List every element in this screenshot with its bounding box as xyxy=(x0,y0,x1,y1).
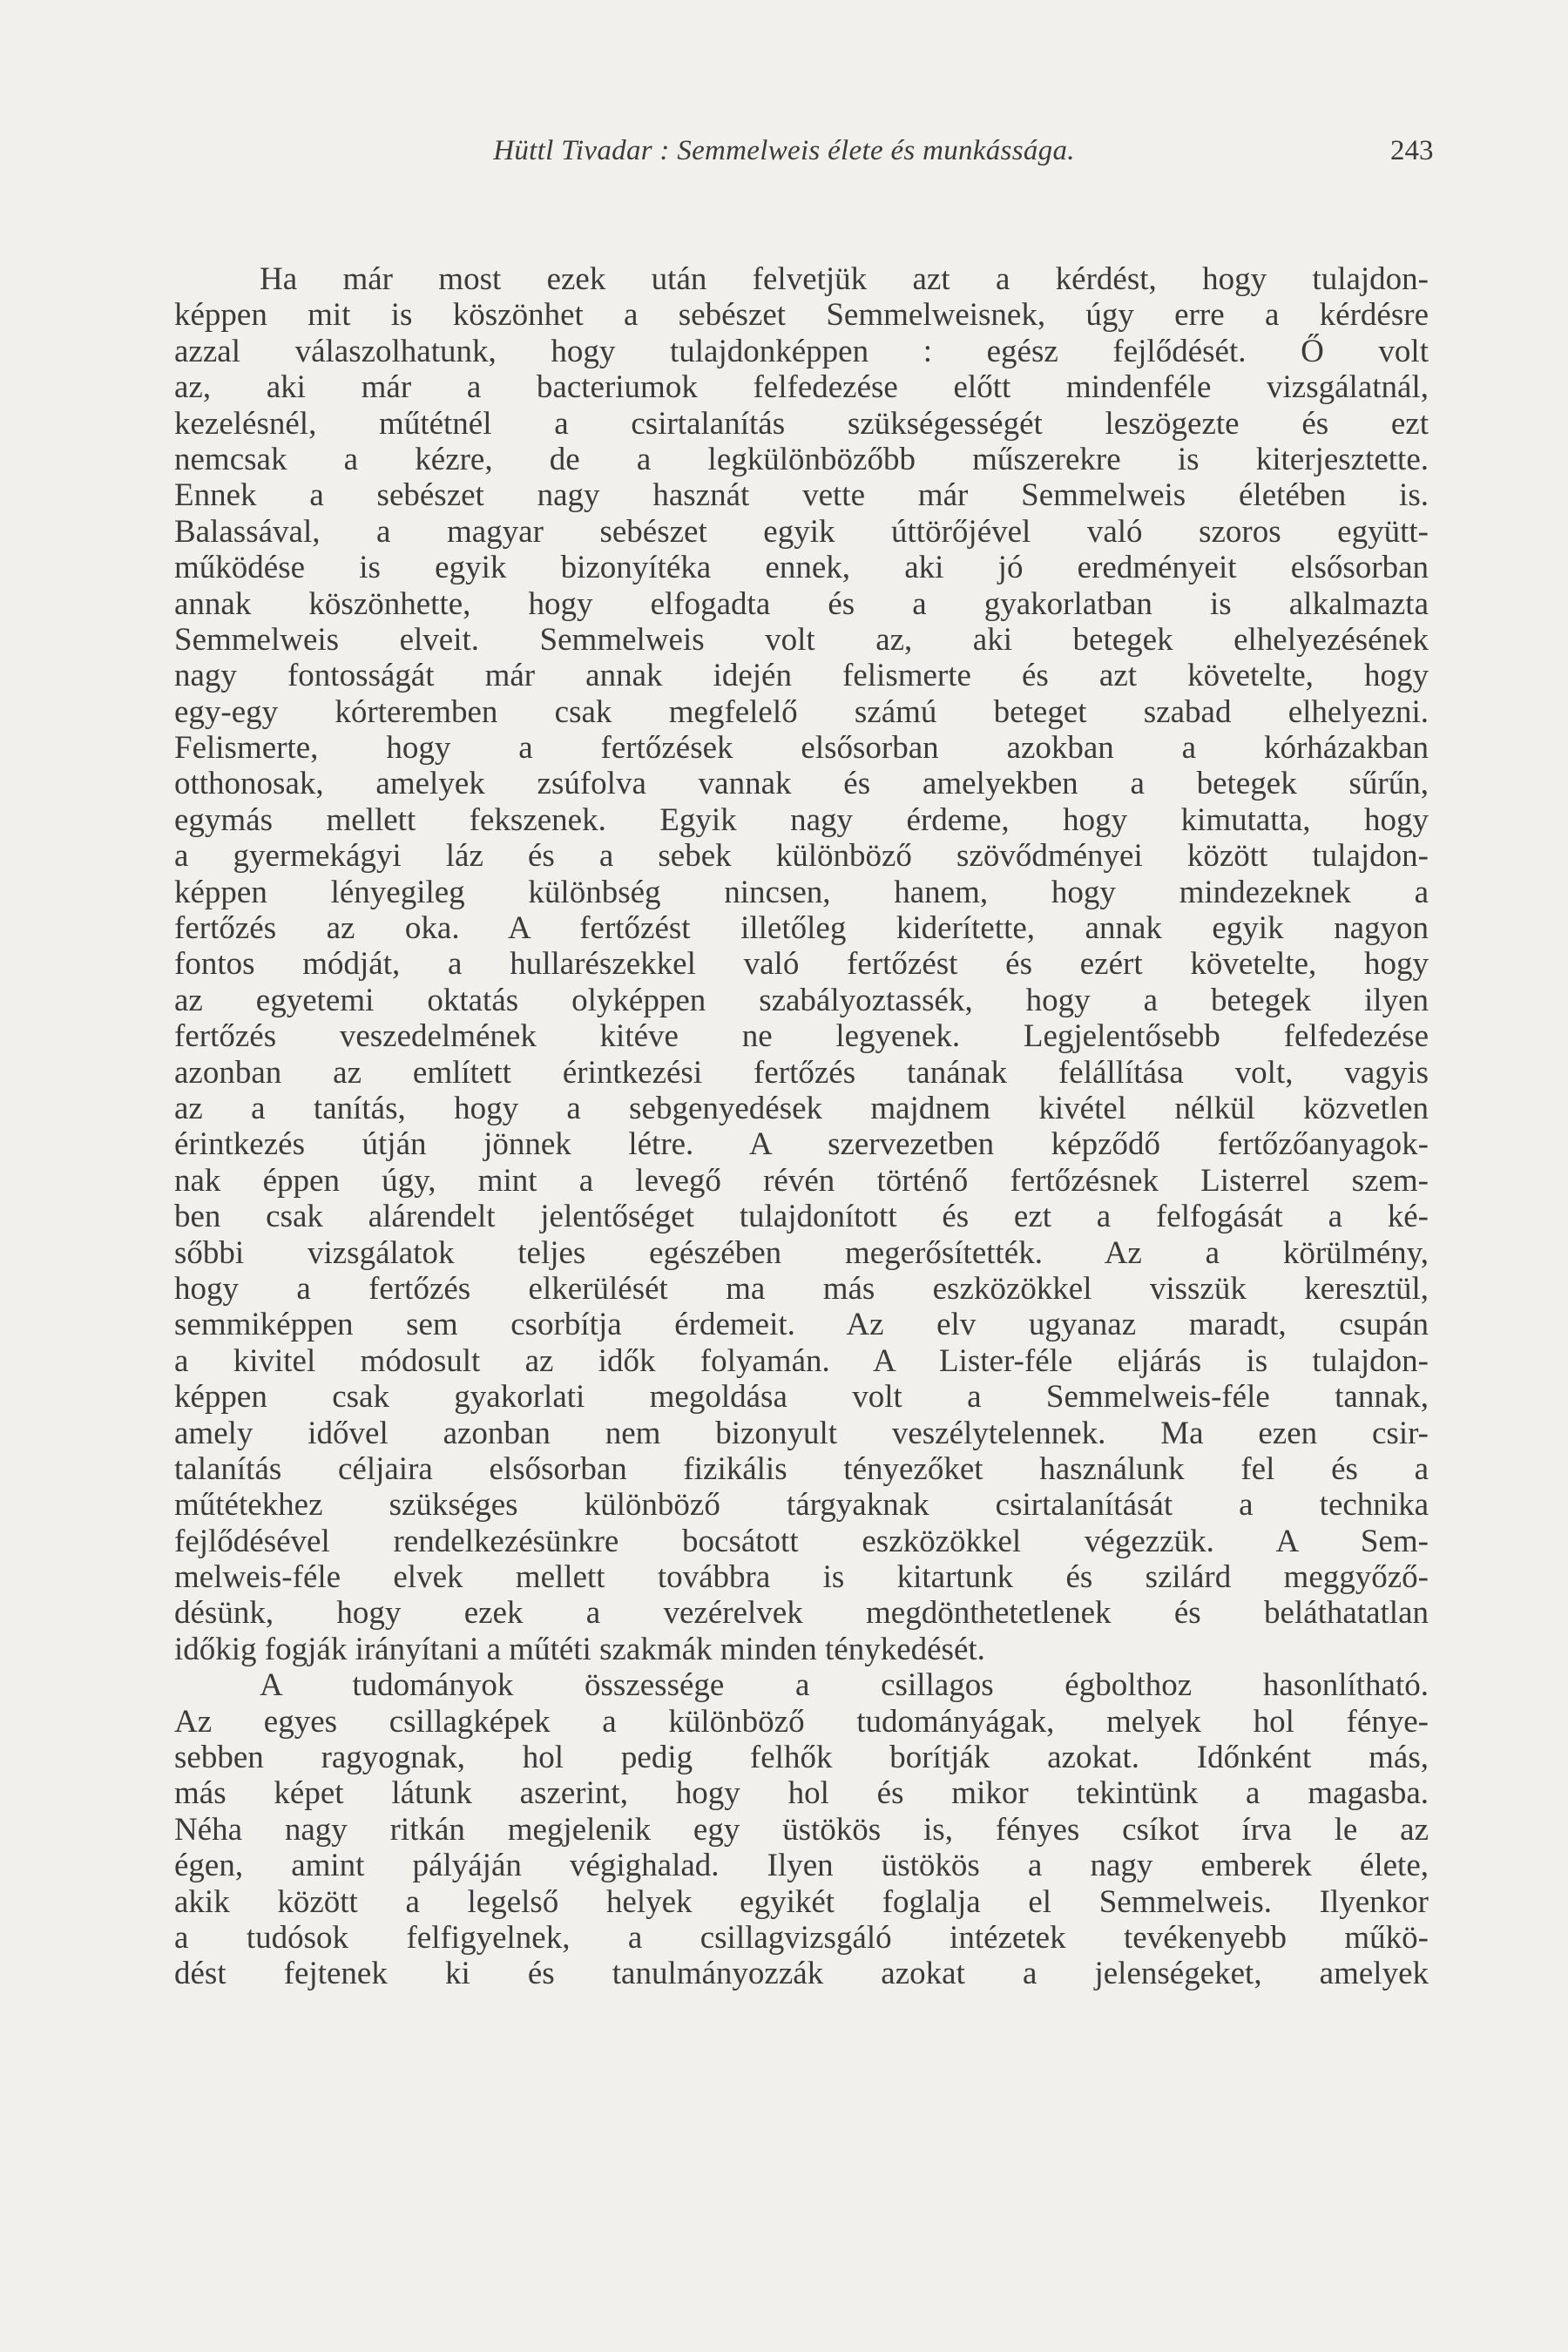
text-line: egymás mellett fekszenek. Egyik nagy érdeme, hogy kimutatta, hogy xyxy=(174,801,1429,838)
text-line: képpen csak gyakorlati megoldása volt a Semmelweis-féle tannak, xyxy=(174,1379,1429,1416)
text-line: nak éppen úgy, mint a levegő révén történő fertőzésnek Listerrel szem- xyxy=(174,1162,1429,1199)
text-line: Felismerte, hogy a fertőzések elsősorban azokban a kórházakban xyxy=(174,730,1429,767)
text-line: talanítás céljaira elsősorban fizikális tényezőket használunk fel és a xyxy=(174,1450,1429,1487)
text-line: sebben ragyognak, hol pedig felhők borítják azokat. Időnként más, xyxy=(174,1740,1429,1776)
running-title: Hüttl Tivadar : Semmelweis élete és munkássága. xyxy=(493,135,1075,166)
text-line: működése is egyik bizonyítéka ennek, aki jó eredményeit elsősorban xyxy=(174,550,1429,586)
text-line: fontos módját, a hullarészekkel való fertőzést és ezért követelte, hogy xyxy=(174,946,1429,983)
text-line: az egyetemi oktatás olyképpen szabályoztassék, hogy a betegek ilyen xyxy=(174,982,1429,1018)
text-line: műtétekhez szükséges különböző tárgyaknak csirtalanítását a technika xyxy=(174,1487,1429,1524)
text-line: képpen mit is köszönhet a sebészet Semmelweisnek, úgy erre a kérdésre xyxy=(174,297,1429,334)
text-line: a gyermekágyi láz és a sebek különböző szövődményei között tulajdon- xyxy=(174,838,1429,875)
text-line: azzal válaszolhatunk, hogy tulajdonképpen : egész fejlődését. Ő volt xyxy=(174,333,1429,369)
text-line: Az egyes csillagképek a különböző tudományágak, melyek hol fénye- xyxy=(174,1703,1429,1740)
text-line: Semmelweis elveit. Semmelweis volt az, aki betegek elhelyezésének xyxy=(174,621,1429,658)
text-line: hogy a fertőzés elkerülését ma más eszközökkel visszük keresztül, xyxy=(174,1270,1429,1307)
text-line: kezelésnél, műtétnél a csirtalanítás szükségességét leszögezte és ezt xyxy=(174,405,1429,442)
text-line: azonban az említett érintkezési fertőzés tanának felállítása volt, vagyis xyxy=(174,1054,1429,1091)
text-line: az, aki már a bacteriumok felfedezése előtt mindenféle vizsgálatnál, xyxy=(174,369,1429,406)
text-line: a tudósok felfigyelnek, a csillagvizsgáló intézetek tevékenyebb műkö- xyxy=(174,1919,1429,1956)
text-line: A tudományok összessége a csillagos égbolthoz hasonlítható. xyxy=(260,1667,1429,1704)
text-line: nemcsak a kézre, de a legkülönbözőbb műszerekre is kiterjesztette. xyxy=(174,441,1429,477)
text-line: fertőzés az oka. A fertőzést illetőleg kiderítette, annak egyik nagyon xyxy=(174,910,1429,947)
text-line: egy-egy kórteremben csak megfelelő számú beteget szabad elhelyezni. xyxy=(174,693,1429,730)
text-line: annak köszönhette, hogy elfogadta és a gyakorlatban is alkalmazta xyxy=(174,585,1429,622)
text-line: dést fejtenek ki és tanulmányozzák azokat a jelenségeket, amelyek xyxy=(174,1956,1429,1992)
text-line: az a tanítás, hogy a sebgenyedések majdnem kivétel nélkül közvetlen xyxy=(174,1090,1429,1126)
text-line: fertőzés veszedelmének kitéve ne legyenek. Legjelentősebb felfedezése xyxy=(174,1018,1429,1055)
text-line: akik között a legelső helyek egyikét foglalja el Semmelweis. Ilyenkor xyxy=(174,1883,1429,1920)
text-line: Néha nagy ritkán megjelenik egy üstökös is, fényes csíkot írva le az xyxy=(174,1811,1429,1848)
text-line: a kivitel módosult az idők folyamán. A Lister-féle eljárás is tulajdon- xyxy=(174,1342,1429,1379)
text-line: Ha már most ezek után felvetjük azt a kérdést, hogy tulajdon- xyxy=(260,261,1429,297)
text-line: semmiképpen sem csorbítja érdemeit. Az elv ugyanaz maradt, csupán xyxy=(174,1307,1429,1343)
text-line: égen, amint pályáján végighalad. Ilyen üstökös a nagy emberek élete, xyxy=(174,1848,1429,1884)
text-line: désünk, hogy ezek a vezérelvek megdönthetetlenek és beláthatatlan xyxy=(174,1595,1429,1632)
page-number: 243 xyxy=(1390,135,1434,166)
text-line: melweis-féle elvek mellett továbbra is kitartunk és szilárd meggyőző- xyxy=(174,1559,1429,1596)
text-line: sőbbi vizsgálatok teljes egészében megerősítették. Az a körülmény, xyxy=(174,1234,1429,1271)
running-head xyxy=(0,129,1568,172)
text-line: otthonosak, amelyek zsúfolva vannak és amelyekben a betegek sűrűn, xyxy=(174,766,1429,802)
text-line: amely idővel azonban nem bizonyult veszélytelennek. Ma ezen csir- xyxy=(174,1415,1429,1451)
text-line: képpen lényegileg különbség nincsen, hanem, hogy mindezeknek a xyxy=(174,874,1429,910)
text-line: Balassával, a magyar sebészet egyik úttörőjével való szoros együtt- xyxy=(174,513,1429,550)
text-line: érintkezés útján jönnek létre. A szervezetben képződő fertőzőanyagok- xyxy=(174,1126,1429,1163)
text-line: időkig fogják irányítani a műtéti szakmák minden ténykedését. xyxy=(174,1631,985,1667)
body-text xyxy=(174,261,1429,1992)
text-line: fejlődésével rendelkezésünkre bocsátott eszközökkel végezzük. A Sem- xyxy=(174,1523,1429,1559)
text-line: ben csak alárendelt jelentőséget tulajdonított és ezt a felfogását a ké- xyxy=(174,1199,1429,1235)
text-line: nagy fontosságát már annak idején felismerte és azt követelte, hogy xyxy=(174,658,1429,694)
text-line: Ennek a sebészet nagy hasznát vette már Semmelweis életében is. xyxy=(174,477,1429,514)
text-line: más képet látunk aszerint, hogy hol és mikor tekintünk a magasba. xyxy=(174,1775,1429,1812)
